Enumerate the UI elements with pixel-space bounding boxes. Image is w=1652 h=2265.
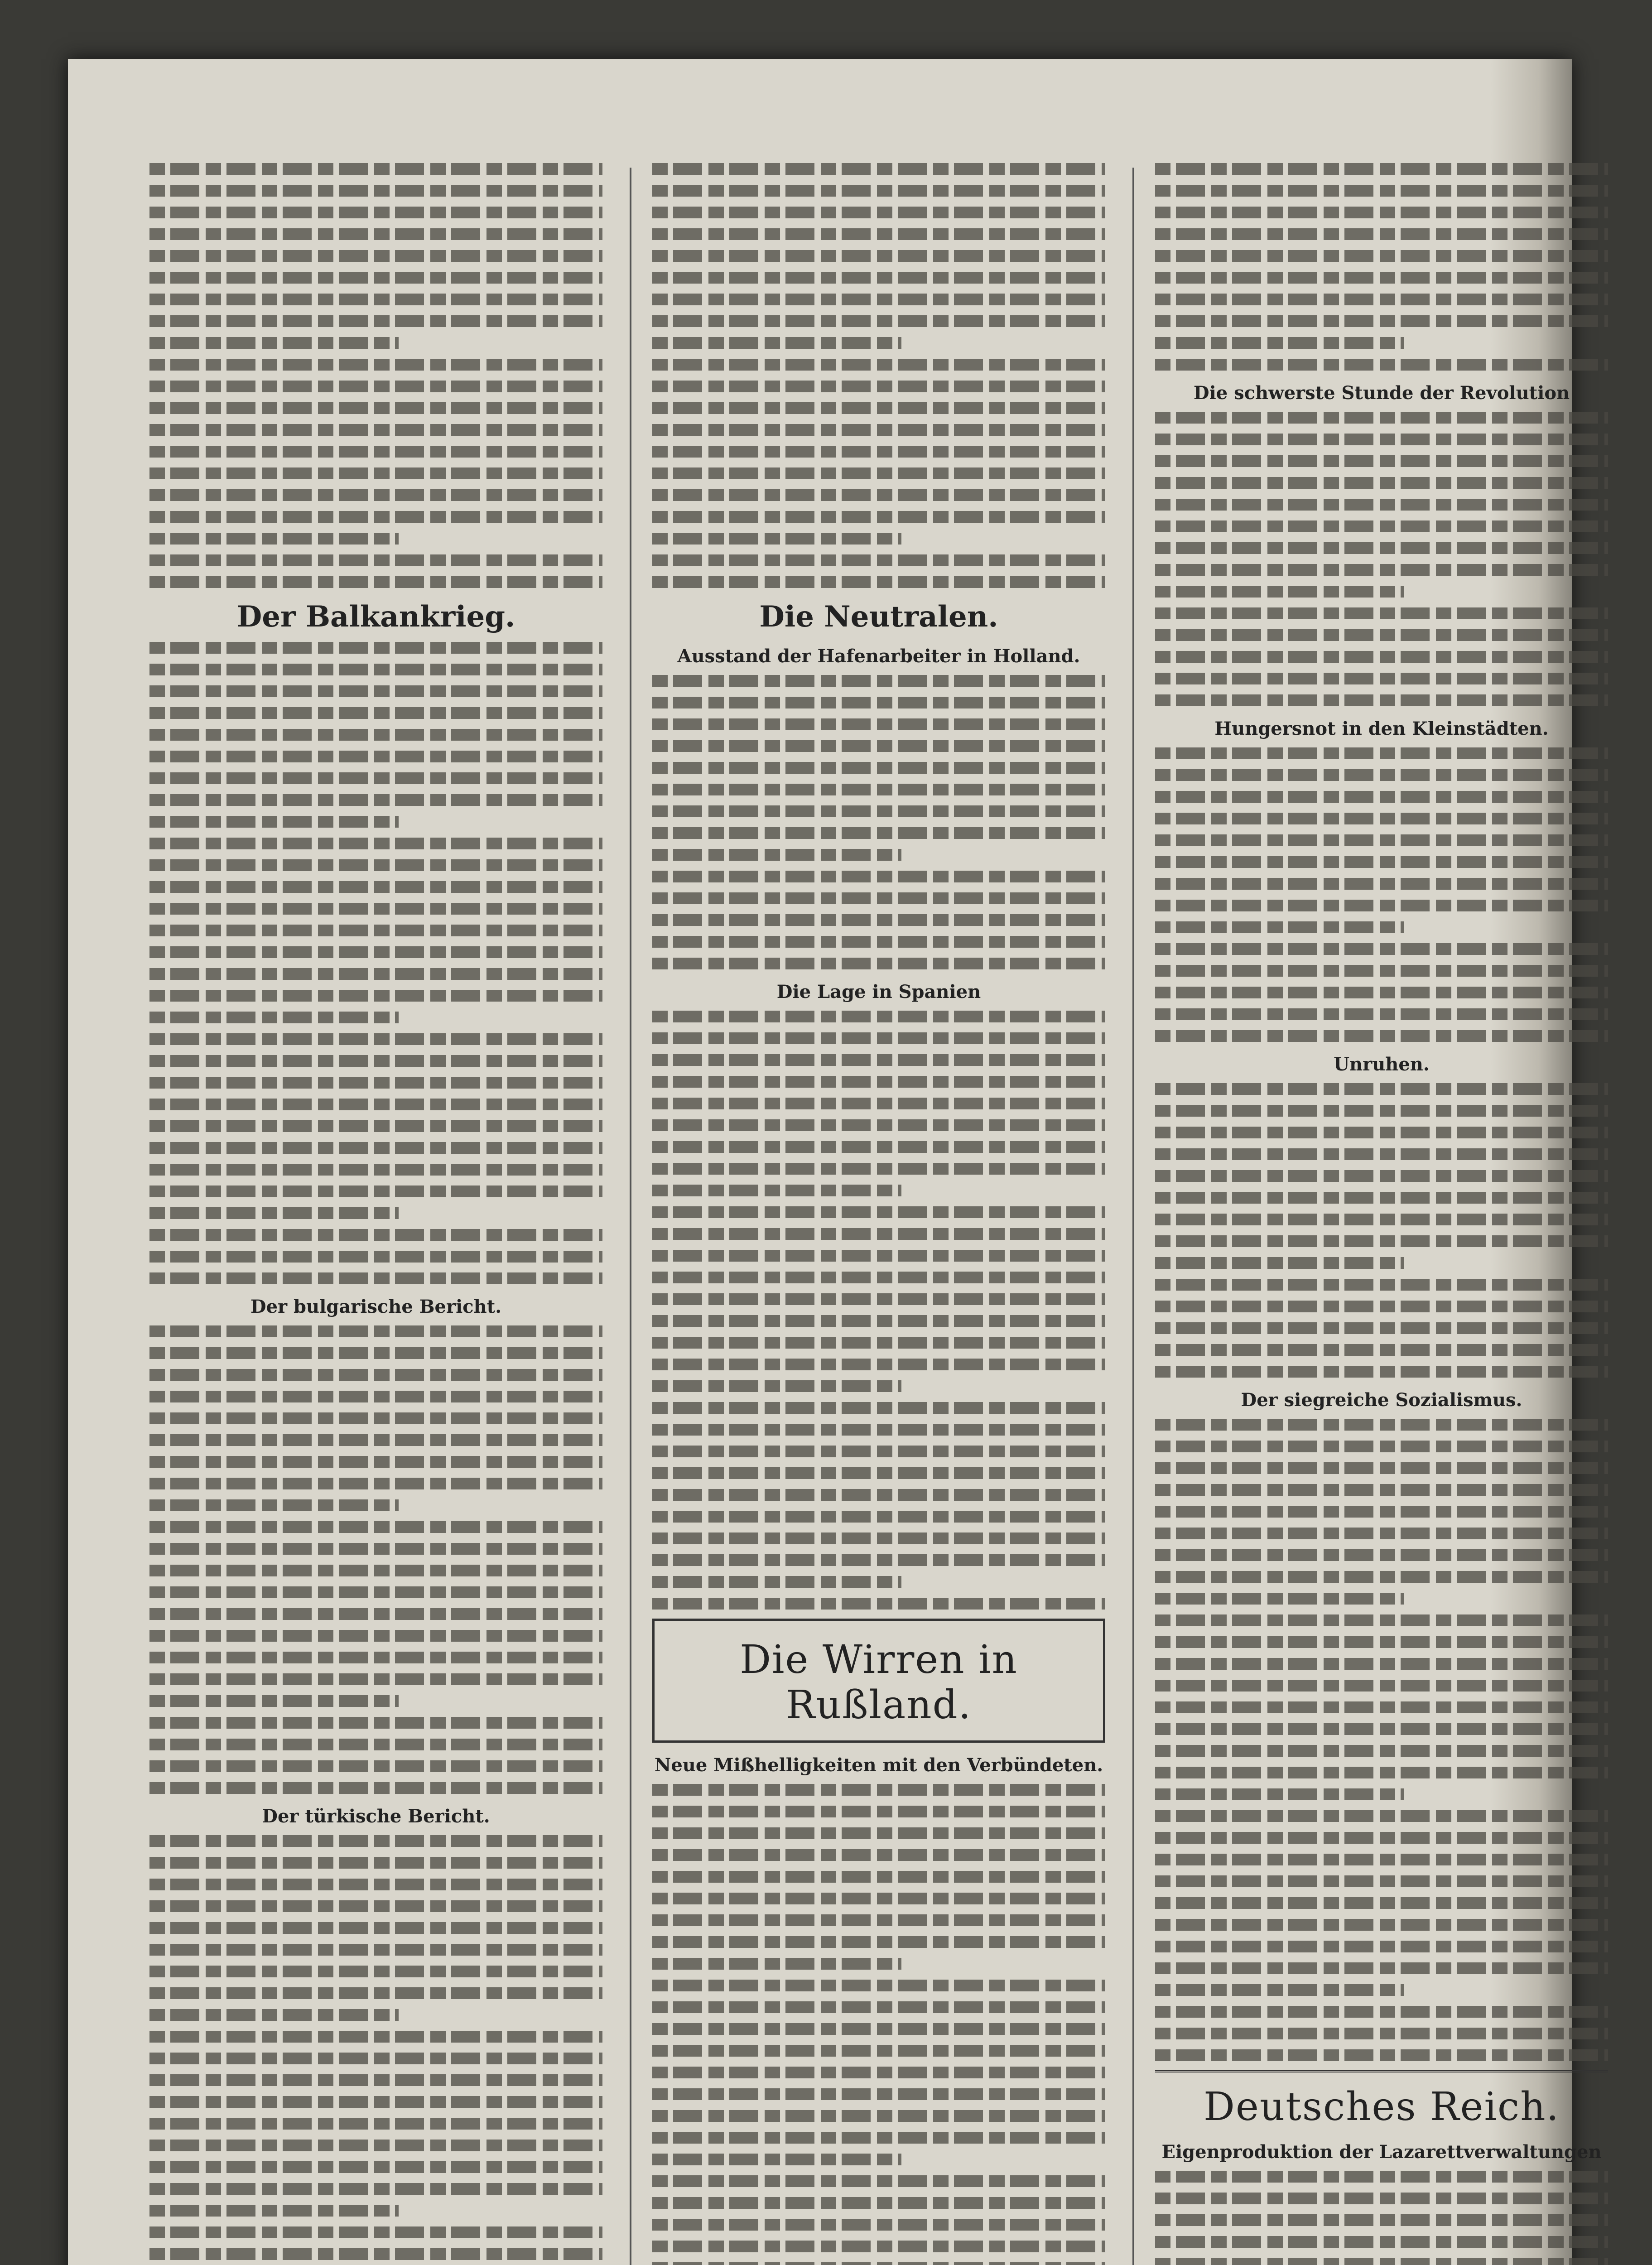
text-line (149, 467, 602, 479)
text-line (1155, 900, 1608, 911)
text-line (652, 359, 1105, 371)
text-line (1155, 1854, 1608, 1865)
text-line (149, 381, 602, 392)
text-line (652, 337, 901, 349)
text-line (652, 402, 1105, 414)
text-line (652, 1784, 1105, 1796)
text-line (652, 2045, 1105, 2057)
text-line (652, 958, 1105, 969)
text-line (652, 1806, 1105, 1817)
text-line (1155, 1484, 1608, 1496)
text-line (149, 2009, 399, 2021)
text-line (149, 1586, 602, 1598)
text-line (149, 2161, 602, 2173)
subheading-reich: Eigenproduktion der Lazarettverwaltungen (1161, 2141, 1602, 2163)
text-line (149, 424, 602, 436)
text-line (652, 1849, 1105, 1861)
text-line (1155, 434, 1608, 445)
text-line (652, 1532, 1105, 1544)
text-line (652, 381, 1105, 392)
text-line (652, 914, 1105, 926)
text-line (1155, 1419, 1608, 1431)
text-line (1155, 1984, 1404, 1996)
text-line (1155, 412, 1608, 424)
text-line (652, 1293, 1105, 1305)
text-line (1155, 1170, 1608, 1182)
text-line (149, 2096, 602, 2108)
text-line (149, 1033, 602, 1045)
text-line (652, 511, 1105, 523)
text-line (652, 827, 1105, 839)
text-line (652, 207, 1105, 218)
text-line (652, 294, 1105, 305)
text-line (652, 1098, 1105, 1109)
text-line (1155, 2236, 1608, 2248)
text-line (652, 2023, 1105, 2035)
text-line (149, 511, 602, 523)
text-line (149, 2205, 399, 2217)
column-2 (652, 163, 1105, 2265)
subheading-neutralen: Ausstand der Hafenarbeiter in Holland. (677, 646, 1080, 667)
text-line (149, 2248, 602, 2260)
text-line (149, 1922, 602, 1934)
text-line (149, 337, 399, 349)
text-line (652, 871, 1105, 882)
text-line (149, 968, 602, 980)
text-line (652, 1827, 1105, 1839)
text-line (1155, 651, 1608, 663)
text-line (149, 294, 602, 305)
text-line (1155, 1462, 1608, 1474)
text-line (149, 1347, 602, 1359)
text-line (149, 2183, 602, 2195)
text-line (149, 207, 602, 218)
text-line (149, 185, 602, 197)
text-line (1155, 1941, 1608, 1952)
text-line (149, 1673, 602, 1685)
text-line (1155, 1593, 1404, 1605)
text-line (149, 1739, 602, 1750)
text-line (1155, 228, 1608, 240)
text-line (652, 1489, 1105, 1501)
text-line (149, 1543, 602, 1555)
text-line (1155, 1636, 1608, 1648)
text-line (1155, 1723, 1608, 1735)
text-line (1155, 1549, 1608, 1561)
text-line (149, 163, 602, 175)
text-line (652, 250, 1105, 262)
text-line (1155, 629, 1608, 641)
text-line (149, 729, 602, 741)
text-line (652, 2154, 901, 2165)
text-line (1155, 1506, 1608, 1518)
heading-spanien: Die Lage in Spanien (776, 981, 981, 1002)
text-line (1155, 1788, 1404, 1800)
text-line (1155, 564, 1608, 576)
text-line (149, 315, 602, 327)
text-line (149, 1251, 602, 1263)
text-line (652, 1936, 1105, 1948)
text-line (149, 1879, 602, 1890)
heading-tuerkisch: Der türkische Bericht. (262, 1806, 490, 1827)
text-line (1155, 1214, 1608, 1225)
heading-balkankrieg: Der Balkankrieg. (236, 600, 515, 634)
text-line (149, 707, 602, 719)
column-rule (630, 168, 631, 2265)
text-line (149, 228, 602, 240)
text-line (652, 1576, 901, 1588)
text-line (652, 784, 1105, 795)
text-line (652, 1871, 1105, 1883)
text-line (1155, 2028, 1608, 2039)
text-line (149, 881, 602, 893)
text-line (1155, 2193, 1608, 2204)
text-line (652, 2175, 1105, 2187)
text-line (652, 1228, 1105, 1240)
text-line (1155, 207, 1608, 218)
text-line (149, 1229, 602, 1241)
text-line (1155, 2171, 1608, 2183)
text-line (652, 1893, 1105, 1904)
text-line (1155, 542, 1608, 554)
text-line (149, 642, 602, 654)
text-line (1155, 1919, 1608, 1931)
text-line (1155, 2258, 1608, 2265)
text-line (149, 1900, 602, 1912)
text-line (1155, 1658, 1608, 1670)
text-line (1155, 520, 1608, 532)
text-line (652, 1076, 1105, 1088)
text-line (652, 533, 901, 545)
text-line (1155, 1897, 1608, 1909)
text-line (1155, 1008, 1608, 1020)
text-line (149, 1835, 602, 1847)
text-line (149, 751, 602, 762)
text-line (652, 1511, 1105, 1523)
text-line (1155, 1875, 1608, 1887)
text-line (149, 533, 399, 545)
text-line (149, 1782, 602, 1794)
text-line (1155, 1127, 1608, 1138)
text-line (652, 1250, 1105, 1262)
text-line (652, 424, 1105, 436)
text-line (149, 1120, 602, 1132)
text-line (149, 2226, 602, 2238)
text-line (149, 2031, 602, 2043)
heading-revolution: Die schwerste Stunde der Revolution (1193, 382, 1570, 404)
column-rule (1132, 168, 1134, 2265)
text-line (1155, 1105, 1608, 1117)
text-line (652, 1402, 1105, 1414)
text-line (149, 816, 399, 828)
text-line (652, 1272, 1105, 1283)
text-line (149, 576, 602, 588)
text-line (1155, 272, 1608, 284)
text-line (652, 1380, 901, 1392)
text-line (149, 1077, 602, 1089)
text-line (1155, 1344, 1608, 1356)
text-line (149, 1944, 602, 1956)
text-line (149, 2053, 602, 2064)
text-line (1155, 1767, 1608, 1778)
text-line (1155, 791, 1608, 803)
text-line (149, 1325, 602, 1337)
text-line (652, 1337, 1105, 1349)
text-line (149, 1207, 399, 1219)
text-line (652, 2219, 1105, 2231)
text-line (1155, 294, 1608, 305)
text-line (652, 272, 1105, 284)
text-line (1155, 1083, 1608, 1095)
text-line (149, 772, 602, 784)
text-line (149, 685, 602, 697)
text-line (149, 925, 602, 936)
text-line (149, 1695, 399, 1707)
text-line (652, 1011, 1105, 1022)
text-line (652, 718, 1105, 730)
text-line (149, 1760, 602, 1772)
text-line (652, 1598, 1105, 1610)
text-line (1155, 477, 1608, 489)
text-line (652, 228, 1105, 240)
text-line (652, 1141, 1105, 1153)
text-line (1155, 586, 1404, 598)
text-line (652, 675, 1105, 687)
text-line (149, 838, 602, 849)
text-line (149, 2140, 602, 2151)
text-line (1155, 1322, 1608, 1334)
text-line (149, 1391, 602, 1402)
text-line (1155, 455, 1608, 467)
text-line (149, 1478, 602, 1489)
text-line (652, 185, 1105, 197)
heading-unruhen: Unruhen. (1334, 1054, 1430, 1075)
text-line (652, 1424, 1105, 1436)
text-line (652, 1163, 1105, 1175)
text-line (149, 1099, 602, 1110)
text-line (1155, 359, 1608, 371)
text-line (1155, 499, 1608, 511)
text-line (1155, 2049, 1608, 2061)
text-line (652, 1185, 901, 1196)
text-line (652, 1119, 1105, 1131)
text-line (149, 489, 602, 501)
text-line (1155, 1745, 1608, 1757)
text-line (652, 1958, 901, 1970)
text-line (149, 1456, 602, 1468)
text-line (149, 1630, 602, 1642)
text-line (1155, 1832, 1608, 1844)
text-line (1155, 250, 1608, 262)
text-line (149, 1434, 602, 1446)
text-line (1155, 1148, 1608, 1160)
text-line (149, 1412, 602, 1424)
text-line (1155, 1701, 1608, 1713)
text-line (1155, 1962, 1608, 1974)
text-line (652, 446, 1105, 458)
text-line (149, 903, 602, 915)
text-line (1155, 813, 1608, 824)
text-line (149, 794, 602, 806)
text-line (1155, 2214, 1608, 2226)
text-line (149, 1499, 399, 1511)
text-line (1155, 1614, 1608, 1626)
text-line (652, 467, 1105, 479)
text-line (1155, 1301, 1608, 1312)
text-line (652, 2110, 1105, 2122)
text-line (1155, 1257, 1404, 1269)
text-line (1155, 163, 1608, 175)
text-line (149, 1055, 602, 1067)
text-line (149, 1857, 602, 1869)
newspaper-page (68, 59, 1602, 2265)
heading-neutralen: Die Neutralen. (759, 600, 998, 634)
heading-wirren: Die Wirren in Rußland. (740, 1637, 1018, 1728)
text-line (1155, 2006, 1608, 2018)
text-line (1155, 1680, 1608, 1692)
text-line (1155, 921, 1404, 933)
text-line (149, 272, 602, 284)
text-line (652, 489, 1105, 501)
text-line (149, 1608, 602, 1620)
subheading-wirren: Neue Mißhelligkeiten mit den Verbündeten. (654, 1754, 1103, 1776)
text-line (652, 805, 1105, 817)
text-line (1155, 1192, 1608, 1204)
text-line (149, 1652, 602, 1663)
text-line (652, 1032, 1105, 1044)
text-line (1155, 607, 1608, 619)
text-line (652, 2241, 1105, 2252)
text-line (652, 315, 1105, 327)
text-line (652, 936, 1105, 948)
text-line (652, 554, 1105, 566)
text-line (652, 762, 1105, 774)
text-line (149, 1012, 399, 1023)
text-line (149, 402, 602, 414)
heading-bulgarisch: Der bulgarische Bericht. (250, 1296, 502, 1317)
text-line (1155, 185, 1608, 197)
heading-reich: Deutsches Reich. (1204, 2084, 1560, 2130)
text-line (149, 946, 602, 958)
text-line (149, 664, 602, 675)
text-line (1155, 337, 1404, 349)
text-line (1155, 1366, 1608, 1378)
text-line (149, 2118, 602, 2130)
text-line (149, 1142, 602, 1154)
text-line (1155, 987, 1608, 998)
text-line (1155, 747, 1608, 759)
column-1 (149, 163, 602, 2265)
heading-sozialismus: Der siegreiche Sozialismus. (1241, 1389, 1522, 1411)
text-line (1155, 965, 1608, 977)
text-line (652, 1315, 1105, 1327)
text-line (149, 1164, 602, 1176)
text-line (652, 2197, 1105, 2209)
text-line (149, 2074, 602, 2086)
text-line (1155, 315, 1608, 327)
text-line (1155, 834, 1608, 846)
text-line (652, 1914, 1105, 1926)
text-line (652, 1980, 1105, 1991)
text-line (652, 2067, 1105, 2078)
text-line (652, 1206, 1105, 1218)
text-line (652, 2001, 1105, 2013)
text-line (652, 849, 901, 861)
text-line (652, 1359, 1105, 1370)
text-line (652, 1054, 1105, 1066)
text-line (1155, 943, 1608, 955)
text-line (149, 1717, 602, 1729)
text-line (149, 359, 602, 371)
text-line (149, 1272, 602, 1284)
text-line (149, 1521, 602, 1533)
text-line (1155, 673, 1608, 684)
text-line (149, 859, 602, 871)
text-line (1155, 1030, 1608, 1042)
text-line (652, 740, 1105, 752)
text-line (149, 990, 602, 1002)
text-line (1155, 694, 1608, 706)
column-3 (1155, 163, 1608, 2265)
text-line (149, 446, 602, 458)
text-line (652, 2088, 1105, 2100)
text-line (149, 250, 602, 262)
text-line (149, 1369, 602, 1381)
text-line (1155, 1279, 1608, 1291)
text-line (652, 1446, 1105, 1457)
text-line (652, 697, 1105, 708)
text-line (652, 576, 1105, 588)
text-line (1155, 1528, 1608, 1539)
text-line (1155, 769, 1608, 781)
text-line (149, 554, 602, 566)
text-line (652, 2262, 1105, 2265)
text-line (652, 1467, 1105, 1479)
text-line (1155, 856, 1608, 868)
text-line (1155, 878, 1608, 890)
text-line (652, 163, 1105, 175)
text-line (149, 1987, 602, 1999)
text-line (1155, 1441, 1608, 1452)
heading-hungersnot: Hungersnot in den Kleinstädten. (1214, 718, 1549, 739)
text-line (1155, 1571, 1608, 1583)
text-line (149, 1565, 602, 1576)
text-line (149, 1966, 602, 1977)
text-line (1155, 1235, 1608, 1247)
text-line (652, 892, 1105, 904)
text-line (149, 1186, 602, 1197)
text-line (652, 1554, 1105, 1566)
text-line (652, 2132, 1105, 2144)
text-line (1155, 1810, 1608, 1822)
